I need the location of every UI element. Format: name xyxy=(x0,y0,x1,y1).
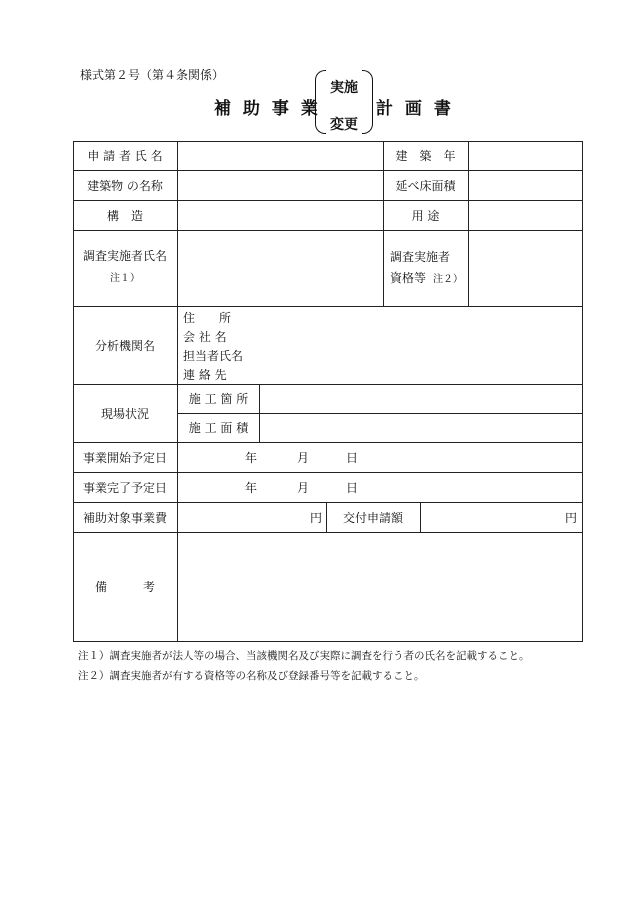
label-total-floor-area: 延べ床面積 xyxy=(395,178,456,193)
title-left: 補 助 事 業 xyxy=(214,99,321,119)
label-grant-amount: 交付申請額 xyxy=(342,510,403,525)
label-building-name: 建築物 の名称 xyxy=(87,178,163,193)
field-use[interactable] xyxy=(469,200,582,230)
field-subsidy-cost[interactable] xyxy=(178,502,322,532)
field-structure[interactable] xyxy=(178,200,383,230)
label-qualification-etc: 資格等 xyxy=(390,270,427,285)
field-investigator-name[interactable] xyxy=(178,230,383,306)
label-site-status: 現場状況 xyxy=(100,406,149,421)
label-work-location: 施 工 箇 所 xyxy=(188,392,249,406)
field-analysis-org[interactable] xyxy=(258,307,581,383)
label-applicant-name: 申 請 者 氏 名 xyxy=(87,149,163,163)
title-right: 計 画 書 xyxy=(376,99,454,119)
label-day: 日 xyxy=(346,480,359,495)
label-construction-year: 建 築 年 xyxy=(395,149,456,163)
field-construction-year[interactable] xyxy=(469,141,582,170)
field-start-date[interactable] xyxy=(178,442,582,472)
form-number: 様式第２号（第４条関係） xyxy=(80,68,225,82)
label-yen: 円 xyxy=(564,510,577,525)
label-investigator-qualification: 調査実施者 xyxy=(390,249,451,264)
table-border-right xyxy=(582,141,583,642)
title-option-implement: 実施 xyxy=(330,80,358,96)
label-month: 月 xyxy=(297,480,310,495)
field-grant-amount[interactable] xyxy=(421,502,577,532)
label-company-name: 会 社 名 xyxy=(183,329,227,344)
title-option-change: 変更 xyxy=(330,117,358,133)
label-start-date: 事業開始予定日 xyxy=(82,450,167,465)
label-year: 年 xyxy=(245,480,258,495)
label-contact: 連 絡 先 xyxy=(183,367,227,382)
field-work-area[interactable] xyxy=(260,413,582,442)
application-table xyxy=(73,141,583,642)
label-use: 用 途 xyxy=(411,208,440,223)
label-month: 月 xyxy=(297,450,310,465)
label-year: 年 xyxy=(245,450,258,465)
label-yen: 円 xyxy=(309,510,322,525)
label-investigator-name: 調査実施者氏名 xyxy=(82,248,167,263)
label-day: 日 xyxy=(346,450,359,465)
field-investigator-qualification[interactable] xyxy=(469,230,582,306)
label-end-date: 事業完了予定日 xyxy=(82,480,167,495)
note-2: 注２）調査実施者が有する資格等の名称及び登録番号等を記載すること。 xyxy=(78,670,425,682)
label-note2: 注２） xyxy=(433,273,463,285)
label-remarks: 備 考 xyxy=(94,580,155,594)
field-work-location[interactable] xyxy=(260,384,582,413)
label-analysis-org: 分析機関名 xyxy=(94,338,155,353)
label-work-area: 施 工 面 積 xyxy=(188,421,249,435)
field-total-floor-area[interactable] xyxy=(469,170,582,200)
bracket-left xyxy=(315,70,326,134)
label-note1: 注１） xyxy=(110,272,140,284)
field-end-date[interactable] xyxy=(178,472,582,502)
field-applicant-name[interactable] xyxy=(178,141,383,170)
label-subsidy-cost: 補助対象事業費 xyxy=(82,510,167,525)
bracket-right xyxy=(362,70,373,134)
label-contact-person: 担当者氏名 xyxy=(183,348,244,363)
table-border-bottom xyxy=(73,641,583,642)
field-remarks[interactable] xyxy=(178,532,582,641)
label-address: 住 所 xyxy=(183,310,232,325)
note-1: 注１）調査実施者が法人等の場合、当該機関名及び実際に調査を行う者の氏名を記載すること。 xyxy=(78,650,530,662)
field-building-name[interactable] xyxy=(178,170,383,200)
label-structure: 構 造 xyxy=(106,208,143,223)
